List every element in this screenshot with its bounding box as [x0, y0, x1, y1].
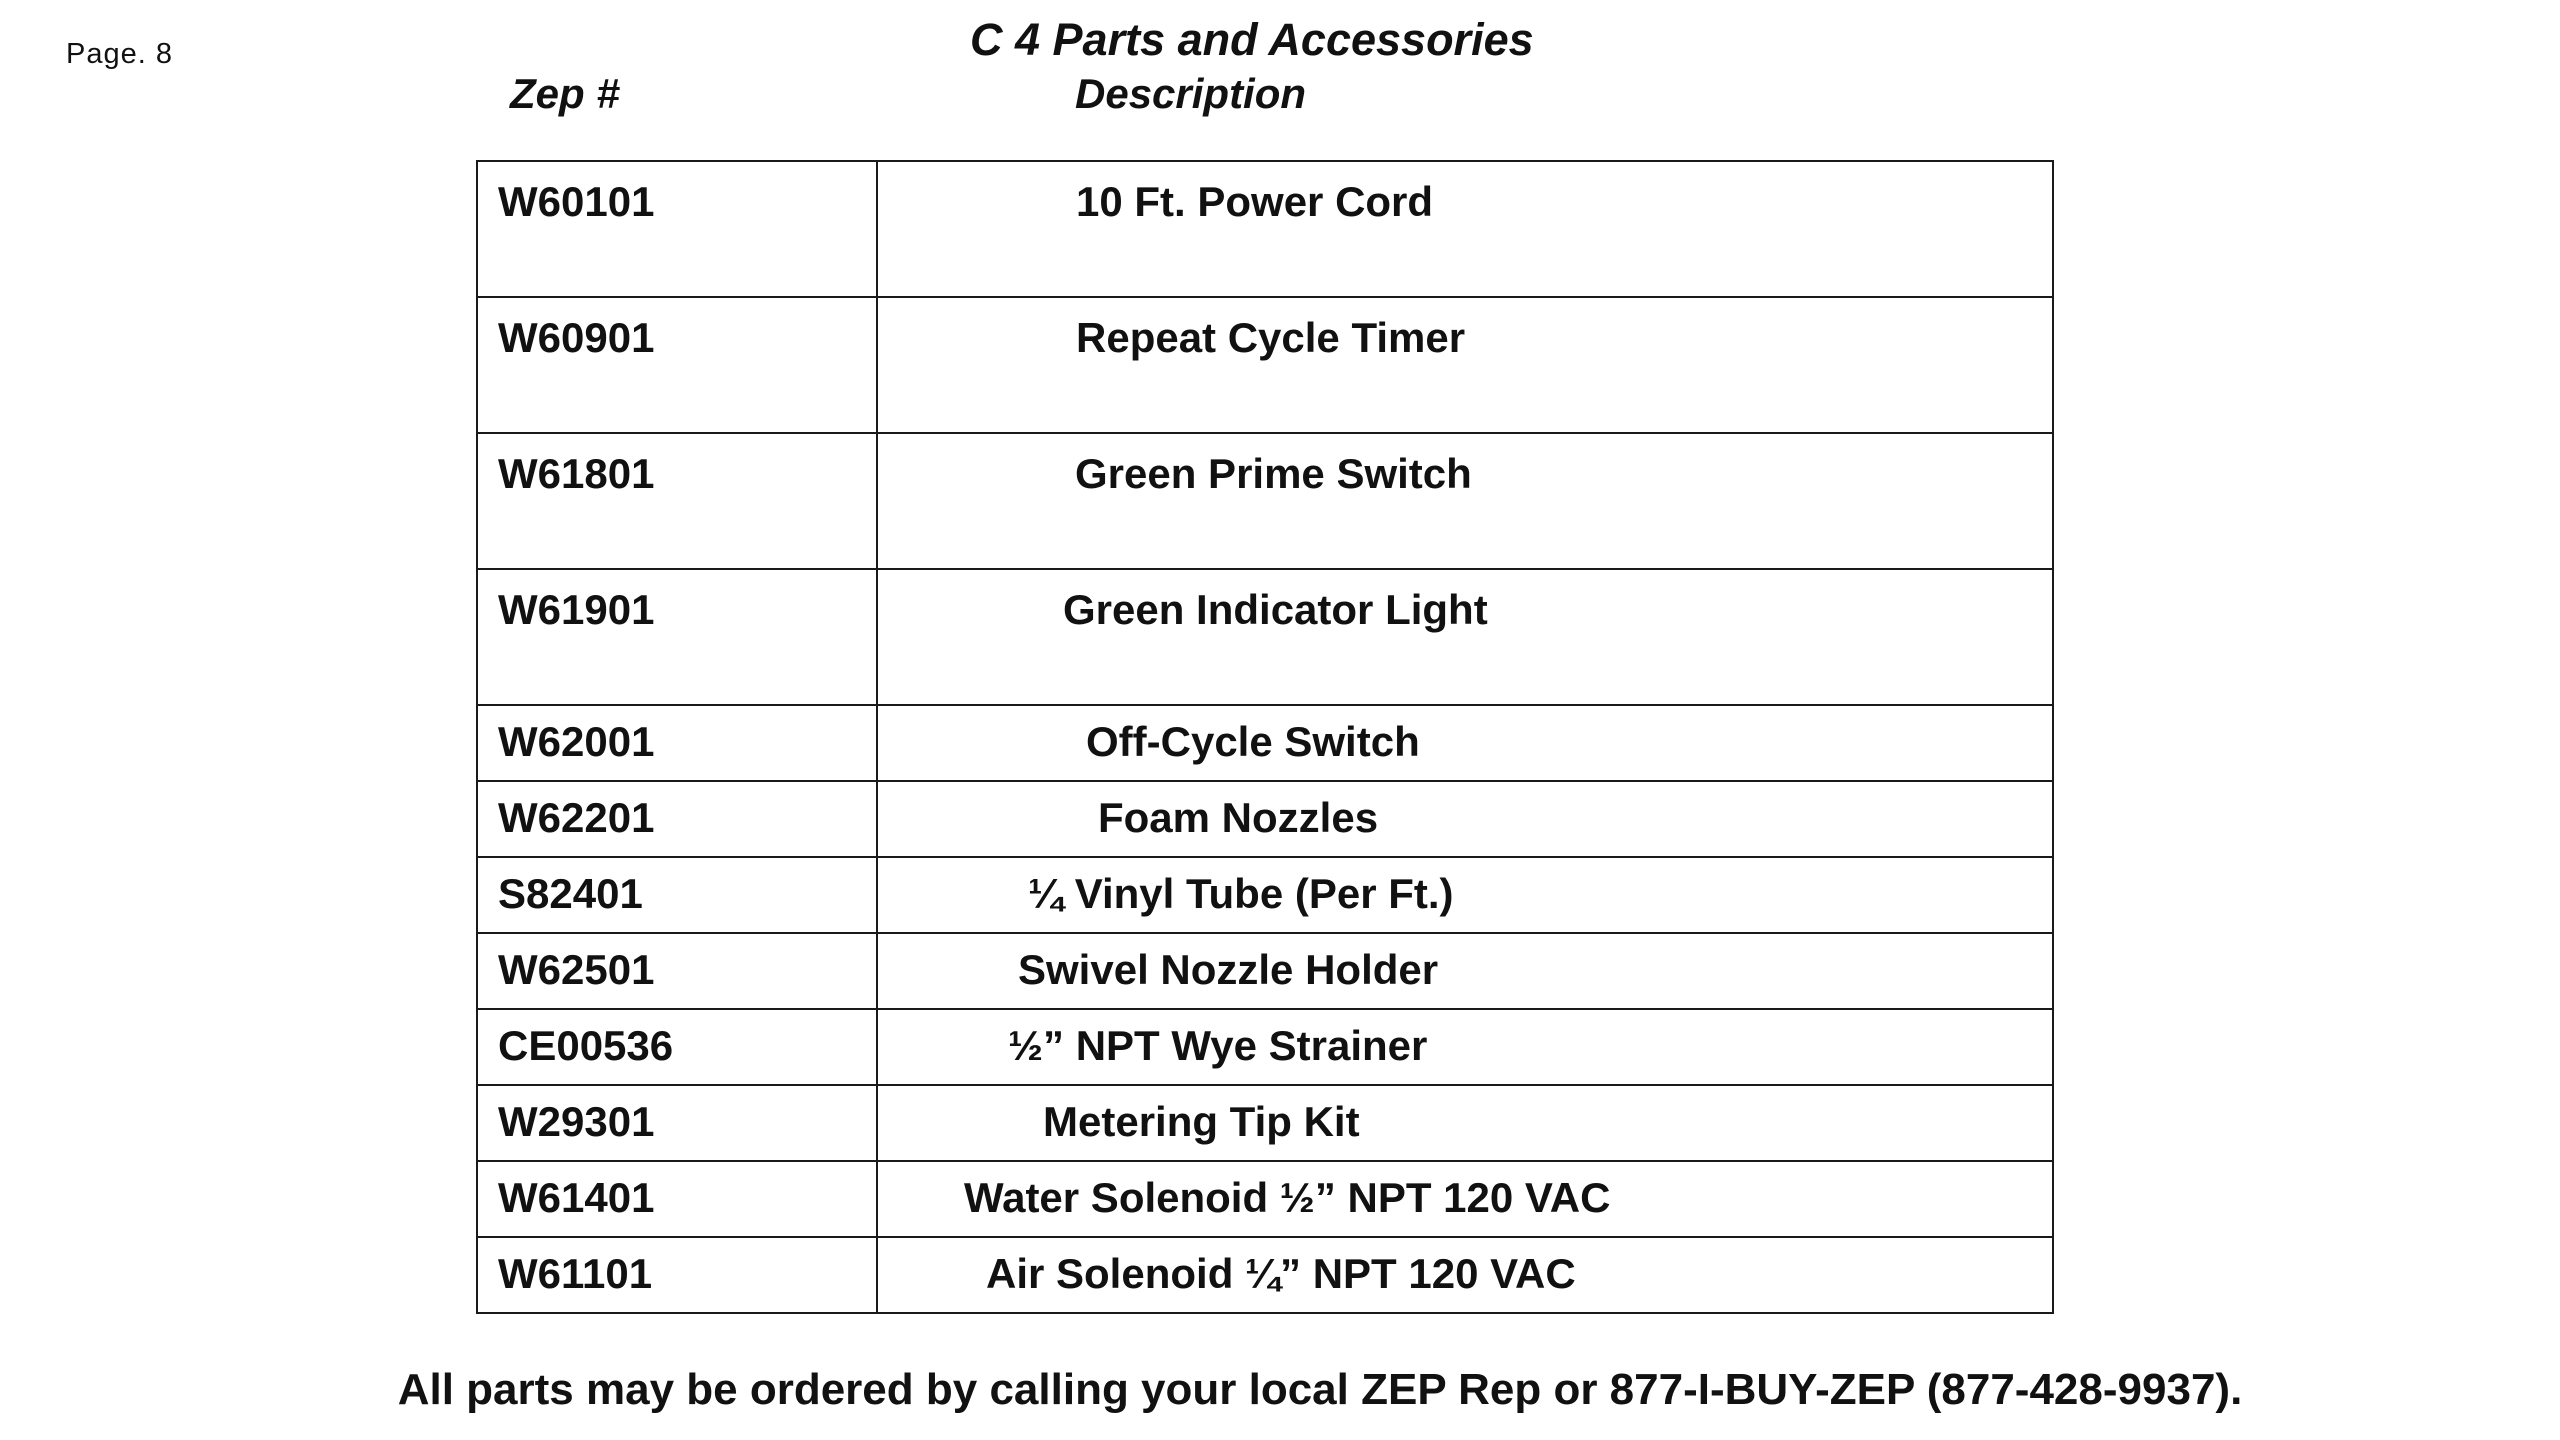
table-row [477, 297, 2053, 433]
zep-number-cell: W61101 [477, 1237, 877, 1313]
description-cell: ½” NPT Wye Strainer [877, 1009, 2053, 1085]
table-row [477, 1009, 2053, 1085]
table-row [477, 857, 2053, 933]
zep-number-cell: W62201 [477, 781, 877, 857]
zep-number-cell: S82401 [477, 857, 877, 933]
table-row [477, 781, 2053, 857]
zep-number-cell: W60101 [477, 161, 877, 297]
table-row [477, 1237, 2053, 1313]
table-row [477, 705, 2053, 781]
zep-number-cell: W61901 [477, 569, 877, 705]
description-cell: 10 Ft. Power Cord [877, 161, 2053, 297]
zep-column-header: Zep # [510, 70, 620, 117]
zep-number-cell: W29301 [477, 1085, 877, 1161]
description-cell: Water Solenoid ½” NPT 120 VAC [877, 1161, 2053, 1237]
table-row [477, 1161, 2053, 1237]
zep-number-cell: W62501 [477, 933, 877, 1009]
parts-table [476, 160, 2054, 1314]
description-cell: Swivel Nozzle Holder [877, 933, 2053, 1009]
zep-number-cell: W61401 [477, 1161, 877, 1237]
table-row [477, 161, 2053, 297]
table-row [477, 1085, 2053, 1161]
zep-number-cell: CE00536 [477, 1009, 877, 1085]
zep-number-cell: W62001 [477, 705, 877, 781]
ordering-note: All parts may be ordered by calling your local ZEP Rep or 877-I-BUY-ZEP (877-428-9937). [397, 1365, 2243, 1414]
description-cell: Off-Cycle Switch [877, 705, 2053, 781]
description-cell: Foam Nozzles [877, 781, 2053, 857]
zep-number-cell: W61801 [477, 433, 877, 569]
description-cell: Metering Tip Kit [877, 1085, 2053, 1161]
table-row [477, 433, 2053, 569]
description-column-header: Description [1075, 70, 1307, 117]
description-cell: ¼ Vinyl Tube (Per Ft.) [877, 857, 2053, 933]
description-cell: Air Solenoid ¼” NPT 120 VAC [877, 1237, 2053, 1313]
page-number: Page. 8 [66, 38, 173, 70]
table-row [477, 933, 2053, 1009]
description-cell: Green Prime Switch [877, 433, 2053, 569]
description-cell: Repeat Cycle Timer [877, 297, 2053, 433]
description-cell: Green Indicator Light [877, 569, 2053, 705]
zep-number-cell: W60901 [477, 297, 877, 433]
page-title: C 4 Parts and Accessories [970, 14, 1534, 65]
table-row [477, 569, 2053, 705]
